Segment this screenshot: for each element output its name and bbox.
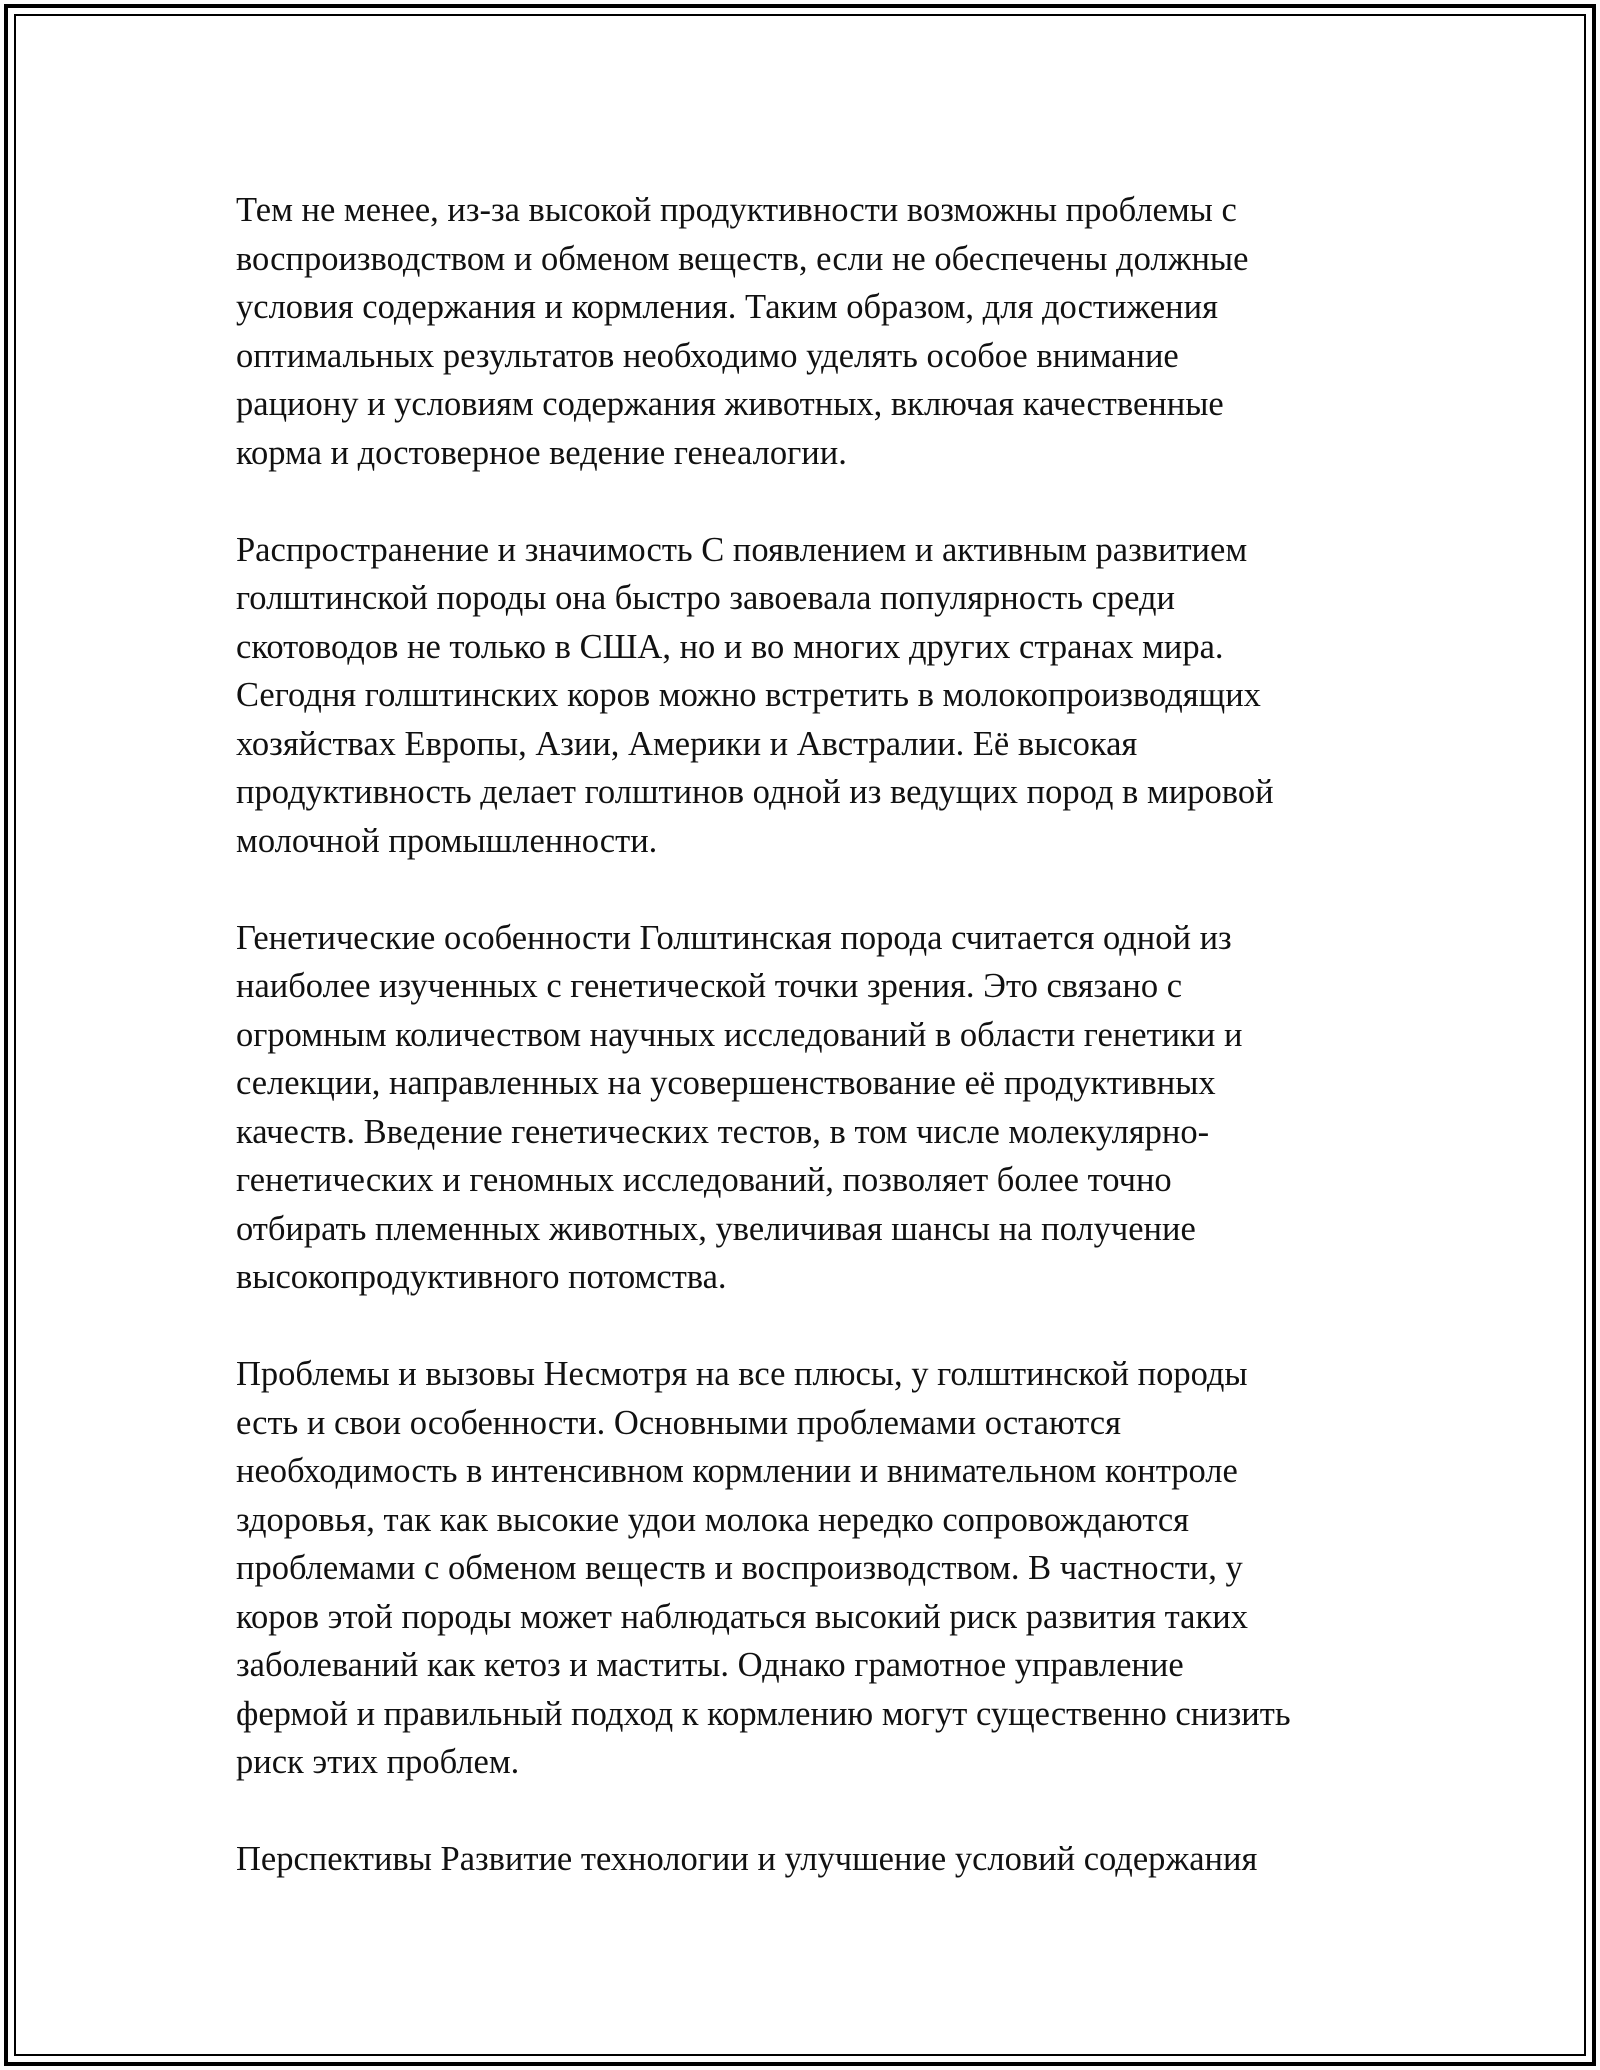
text-line: Сегодня голштинских коров можно встретить в молокопроизводящих xyxy=(236,676,1261,714)
text-line: Перспективы Развитие технологии и улучшение условий содержания xyxy=(236,1840,1258,1878)
text-line: Распространение и значимость С появлением и активным развитием xyxy=(236,530,1248,569)
text-line: проблемами с обменом веществ и воспроизводством. В частности, у xyxy=(236,1549,1243,1587)
text-line: селекции, направленных на усовершенствование её продуктивных xyxy=(236,1064,1216,1102)
paragraph xyxy=(236,1835,1386,1884)
paragraph xyxy=(236,186,1386,477)
text-line: Проблемы и вызовы Несмотря на все плюсы, у голштинской породы xyxy=(236,1355,1248,1393)
text-line: высокопродуктивного потомства. xyxy=(236,1258,727,1296)
text-line: условия содержания и кормления. Таким образом, для достижения xyxy=(236,288,1218,326)
text-line: наиболее изученных с генетической точки зрения. Это связано с xyxy=(236,967,1183,1005)
text-line: Тем не менее, из-за высокой продуктивности возможны проблемы с xyxy=(236,191,1237,229)
text-line: качеств. Введение генетических тестов, в том числе молекулярно- xyxy=(236,1112,1210,1151)
text-line: рациону и условиям содержания животных, включая качественные xyxy=(236,385,1224,423)
text-line: голштинской породы она быстро завоевала популярность среди xyxy=(236,579,1176,617)
document-body xyxy=(236,186,1386,1932)
text-line: воспроизводством и обменом веществ, если не обеспечены должные xyxy=(236,239,1249,278)
text-line: оптимальных результатов необходимо уделять особое внимание xyxy=(236,336,1179,375)
text-line: продуктивность делает голштинов одной из ведущих пород в мировой xyxy=(236,773,1274,811)
text-line: фермой и правильный подход к кормлению могут существенно снизить xyxy=(236,1694,1291,1733)
text-line: есть и свои особенности. Основными проблемами остаются xyxy=(236,1403,1121,1442)
text-line: хозяйствах Европы, Азии, Америки и Австралии. Её высокая xyxy=(236,724,1138,763)
text-line: необходимость в интенсивном кормлении и внимательном контроле xyxy=(236,1452,1238,1490)
paragraph xyxy=(236,1350,1386,1787)
text-line: здоровья, так как высокие удои молока нередко сопровождаются xyxy=(236,1500,1190,1539)
text-line: скотоводов не только в США, но и во многих других странах мира. xyxy=(236,627,1224,666)
paragraph xyxy=(236,526,1386,866)
text-line: отбирать племенных животных, увеличивая шансы на получение xyxy=(236,1209,1196,1248)
text-line: молочной промышленности. xyxy=(236,821,658,860)
paragraph xyxy=(236,914,1386,1302)
text-line: огромным количеством научных исследований в области генетики и xyxy=(236,1015,1243,1054)
text-line: корма и достоверное ведение генеалогии. xyxy=(236,433,847,472)
text-line: коров этой породы может наблюдаться высокий риск развития таких xyxy=(236,1597,1248,1636)
text-line: генетических и геномных исследований, позволяет более точно xyxy=(236,1161,1172,1199)
text-line: Генетические особенности Голштинская порода считается одной из xyxy=(236,918,1232,957)
text-line: заболеваний как кетоз и маститы. Однако грамотное управление xyxy=(236,1646,1184,1684)
text-line: риск этих проблем. xyxy=(236,1743,520,1781)
